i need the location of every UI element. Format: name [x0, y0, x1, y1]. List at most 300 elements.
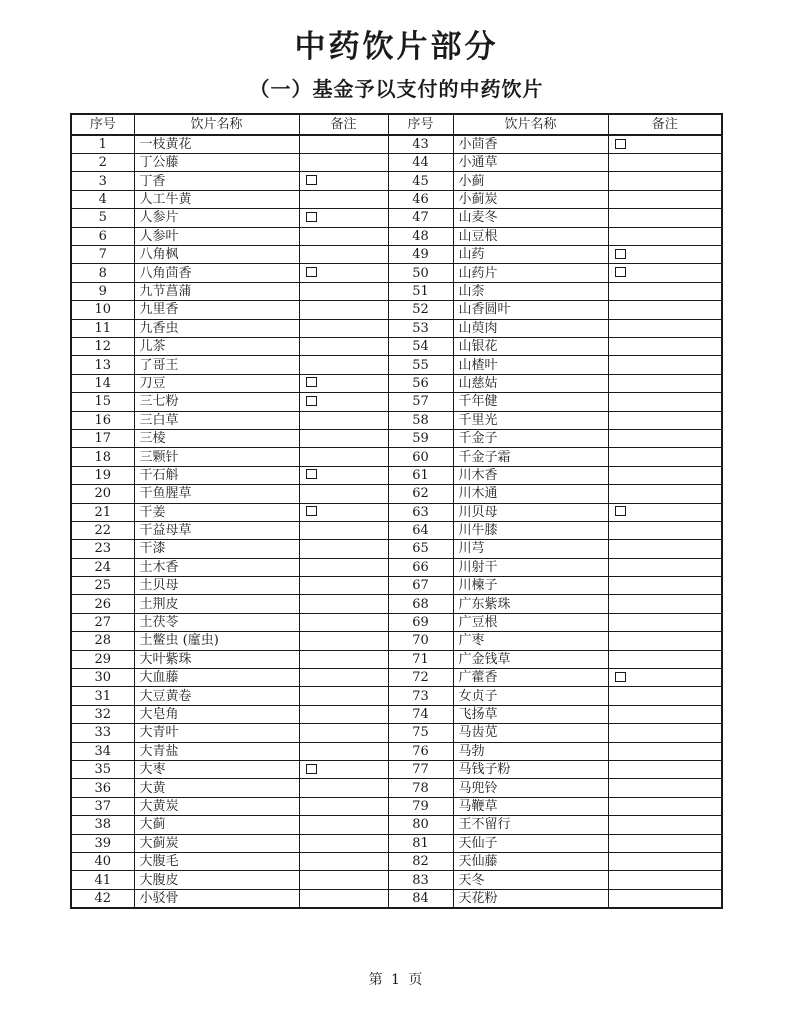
remark-cell — [608, 613, 722, 631]
medicine-name: 马鞭草 — [453, 797, 608, 815]
medicine-name: 川射干 — [453, 558, 608, 576]
remark-cell — [608, 669, 722, 687]
table-row — [71, 246, 722, 264]
row-number: 81 — [388, 834, 453, 852]
medicine-name: 广金钱草 — [453, 650, 608, 668]
medicine-name: 山豆根 — [453, 227, 608, 245]
remark-checkbox[interactable] — [306, 175, 317, 185]
row-number: 39 — [71, 834, 134, 852]
row-number: 56 — [388, 374, 453, 392]
medicine-name: 大血藤 — [134, 669, 299, 687]
row-number: 26 — [71, 595, 134, 613]
medicine-name: 土茯苓 — [134, 613, 299, 631]
medicine-name: 九节菖蒲 — [134, 282, 299, 300]
medicine-name: 大枣 — [134, 760, 299, 778]
remark-cell — [299, 264, 388, 282]
medicine-name: 三七粉 — [134, 393, 299, 411]
remark-cell — [299, 301, 388, 319]
row-number: 1 — [71, 135, 134, 154]
remark-cell — [608, 411, 722, 429]
medicine-name: 大叶紫珠 — [134, 650, 299, 668]
table-row — [71, 852, 722, 870]
row-number: 17 — [71, 429, 134, 447]
remark-cell — [299, 503, 388, 521]
medicine-name: 马勃 — [453, 742, 608, 760]
row-number: 32 — [71, 705, 134, 723]
remark-checkbox[interactable] — [615, 267, 626, 277]
row-number: 64 — [388, 521, 453, 539]
remark-cell — [299, 632, 388, 650]
medicine-name: 山麦冬 — [453, 209, 608, 227]
medicine-name: 小蓟 — [453, 172, 608, 190]
medicine-name: 川木香 — [453, 466, 608, 484]
row-number: 70 — [388, 632, 453, 650]
row-number: 48 — [388, 227, 453, 245]
row-number: 53 — [388, 319, 453, 337]
remark-cell — [608, 301, 722, 319]
remark-cell — [299, 650, 388, 668]
medicine-name: 人工牛黄 — [134, 190, 299, 208]
table-row — [71, 429, 722, 447]
row-number: 83 — [388, 871, 453, 889]
remark-cell — [299, 687, 388, 705]
medicine-name: 三白草 — [134, 411, 299, 429]
row-number: 66 — [388, 558, 453, 576]
remark-cell — [608, 448, 722, 466]
remark-cell — [299, 577, 388, 595]
table-row — [71, 816, 722, 834]
remark-cell — [299, 613, 388, 631]
table-row — [71, 669, 722, 687]
medicine-name: 马钱子粉 — [453, 760, 608, 778]
medicine-name: 八角枫 — [134, 246, 299, 264]
remark-cell — [299, 393, 388, 411]
remark-cell — [608, 521, 722, 539]
medicine-name: 大腹皮 — [134, 871, 299, 889]
remark-cell — [608, 319, 722, 337]
row-number: 50 — [388, 264, 453, 282]
row-number: 29 — [71, 650, 134, 668]
remark-cell — [299, 669, 388, 687]
medicine-name: 小通草 — [453, 154, 608, 172]
remark-cell — [299, 135, 388, 154]
remark-cell — [299, 760, 388, 778]
row-number: 28 — [71, 632, 134, 650]
medicine-name: 大腹毛 — [134, 852, 299, 870]
remark-cell — [299, 724, 388, 742]
column-header: 序号 — [388, 114, 453, 135]
remark-checkbox[interactable] — [615, 506, 626, 516]
row-number: 57 — [388, 393, 453, 411]
remark-cell — [608, 650, 722, 668]
page-number: 第 1 页 — [368, 972, 425, 988]
remark-cell — [608, 632, 722, 650]
row-number: 54 — [388, 338, 453, 356]
remark-cell — [608, 282, 722, 300]
remark-cell — [608, 871, 722, 889]
table-row — [71, 871, 722, 889]
row-number: 6 — [71, 227, 134, 245]
row-number: 31 — [71, 687, 134, 705]
medicine-name: 人参片 — [134, 209, 299, 227]
row-number: 73 — [388, 687, 453, 705]
table-row — [71, 282, 722, 300]
table-header-row — [71, 114, 722, 135]
medicine-name: 山楂叶 — [453, 356, 608, 374]
table-row — [71, 503, 722, 521]
remark-cell — [299, 595, 388, 613]
row-number: 12 — [71, 338, 134, 356]
row-number: 35 — [71, 760, 134, 778]
row-number: 40 — [71, 852, 134, 870]
row-number: 77 — [388, 760, 453, 778]
medicine-name: 小驳骨 — [134, 889, 299, 908]
remark-cell — [608, 558, 722, 576]
row-number: 18 — [71, 448, 134, 466]
remark-cell — [299, 338, 388, 356]
remark-cell — [608, 154, 722, 172]
row-number: 78 — [388, 779, 453, 797]
remark-cell — [608, 852, 722, 870]
table-row — [71, 411, 722, 429]
table-row — [71, 209, 722, 227]
remark-checkbox[interactable] — [306, 212, 317, 222]
remark-cell — [608, 338, 722, 356]
medicine-name: 土木香 — [134, 558, 299, 576]
remark-checkbox[interactable] — [306, 396, 317, 406]
remark-cell — [608, 209, 722, 227]
row-number: 69 — [388, 613, 453, 631]
remark-cell — [299, 227, 388, 245]
medicine-name: 大黄 — [134, 779, 299, 797]
table-row — [71, 448, 722, 466]
row-number: 80 — [388, 816, 453, 834]
remark-cell — [608, 687, 722, 705]
table-row — [71, 687, 722, 705]
row-number: 61 — [388, 466, 453, 484]
remark-cell — [608, 466, 722, 484]
medicine-name: 山萸肉 — [453, 319, 608, 337]
remark-cell — [608, 374, 722, 392]
medicine-name: 山药 — [453, 246, 608, 264]
remark-cell — [608, 742, 722, 760]
row-number: 25 — [71, 577, 134, 595]
remark-cell — [299, 521, 388, 539]
medicine-name: 女贞子 — [453, 687, 608, 705]
remark-cell — [608, 779, 722, 797]
remark-cell — [608, 705, 722, 723]
medicine-name: 天花粉 — [453, 889, 608, 908]
row-number: 68 — [388, 595, 453, 613]
medicine-name: 天仙子 — [453, 834, 608, 852]
remark-cell — [299, 871, 388, 889]
remark-checkbox[interactable] — [615, 672, 626, 682]
row-number: 44 — [388, 154, 453, 172]
table-row — [71, 632, 722, 650]
remark-cell — [299, 319, 388, 337]
table-row — [71, 338, 722, 356]
medicine-name: 丁公藤 — [134, 154, 299, 172]
row-number: 72 — [388, 669, 453, 687]
row-number: 37 — [71, 797, 134, 815]
row-number: 63 — [388, 503, 453, 521]
remark-cell — [299, 154, 388, 172]
table-row — [71, 485, 722, 503]
medicine-name: 大蓟 — [134, 816, 299, 834]
remark-cell — [299, 705, 388, 723]
medicine-name: 八角茴香 — [134, 264, 299, 282]
row-number: 76 — [388, 742, 453, 760]
page-subtitle: （一）基金予以支付的中药饮片 — [249, 77, 544, 102]
remark-cell — [299, 356, 388, 374]
column-header: 序号 — [71, 114, 134, 135]
row-number: 33 — [71, 724, 134, 742]
remark-cell — [608, 393, 722, 411]
medicine-name: 山银花 — [453, 338, 608, 356]
medicine-name: 千里光 — [453, 411, 608, 429]
remark-cell — [299, 834, 388, 852]
remark-cell — [608, 264, 722, 282]
medicine-name: 川贝母 — [453, 503, 608, 521]
medicine-name: 大青盐 — [134, 742, 299, 760]
medicine-name: 广藿香 — [453, 669, 608, 687]
page-title: 中药饮片部分 — [294, 29, 499, 65]
medicine-name: 川木通 — [453, 485, 608, 503]
medicine-name: 小茴香 — [453, 135, 608, 154]
medicine-name: 一枝黄花 — [134, 135, 299, 154]
column-header: 备注 — [299, 114, 388, 135]
medicine-name: 天仙藤 — [453, 852, 608, 870]
row-number: 47 — [388, 209, 453, 227]
row-number: 3 — [71, 172, 134, 190]
table-row — [71, 264, 722, 282]
remark-cell — [299, 816, 388, 834]
medicine-name: 川楝子 — [453, 577, 608, 595]
remark-cell — [608, 246, 722, 264]
medicine-name: 干石斛 — [134, 466, 299, 484]
table-row — [71, 374, 722, 392]
remark-cell — [608, 135, 722, 154]
medicine-name: 干益母草 — [134, 521, 299, 539]
medicine-name: 大蓟炭 — [134, 834, 299, 852]
table-row — [71, 558, 722, 576]
remark-cell — [299, 209, 388, 227]
row-number: 71 — [388, 650, 453, 668]
table-row — [71, 760, 722, 778]
remark-cell — [608, 760, 722, 778]
row-number: 13 — [71, 356, 134, 374]
row-number: 41 — [71, 871, 134, 889]
row-number: 82 — [388, 852, 453, 870]
row-number: 67 — [388, 577, 453, 595]
remark-cell — [299, 172, 388, 190]
table-row — [71, 356, 722, 374]
remark-checkbox[interactable] — [306, 267, 317, 277]
column-header: 备注 — [608, 114, 722, 135]
medicine-name: 大黄炭 — [134, 797, 299, 815]
medicine-name: 儿茶 — [134, 338, 299, 356]
row-number: 59 — [388, 429, 453, 447]
table-row — [71, 797, 722, 815]
row-number: 14 — [71, 374, 134, 392]
medicine-name: 三颗针 — [134, 448, 299, 466]
medicine-name: 土鳖虫 (廑虫) — [134, 632, 299, 650]
table-row — [71, 889, 722, 908]
row-number: 49 — [388, 246, 453, 264]
remark-cell — [299, 282, 388, 300]
medicine-name: 干漆 — [134, 540, 299, 558]
remark-cell — [608, 227, 722, 245]
medicine-name: 山柰 — [453, 282, 608, 300]
row-number: 75 — [388, 724, 453, 742]
medicine-name: 干姜 — [134, 503, 299, 521]
remark-cell — [299, 466, 388, 484]
medicine-name: 千年健 — [453, 393, 608, 411]
medicine-name: 大青叶 — [134, 724, 299, 742]
table-row — [71, 393, 722, 411]
row-number: 51 — [388, 282, 453, 300]
row-number: 22 — [71, 521, 134, 539]
row-number: 62 — [388, 485, 453, 503]
row-number: 2 — [71, 154, 134, 172]
remark-cell — [608, 797, 722, 815]
row-number: 19 — [71, 466, 134, 484]
remark-cell — [299, 411, 388, 429]
table-row — [71, 779, 722, 797]
table-row — [71, 466, 722, 484]
table-row — [71, 319, 722, 337]
medicine-name: 干鱼腥草 — [134, 485, 299, 503]
row-number: 65 — [388, 540, 453, 558]
remark-cell — [299, 190, 388, 208]
row-number: 36 — [71, 779, 134, 797]
medicine-name: 九香虫 — [134, 319, 299, 337]
row-number: 24 — [71, 558, 134, 576]
row-number: 55 — [388, 356, 453, 374]
row-number: 58 — [388, 411, 453, 429]
remark-cell — [608, 834, 722, 852]
remark-cell — [299, 374, 388, 392]
row-number: 27 — [71, 613, 134, 631]
remark-checkbox[interactable] — [306, 764, 317, 774]
remark-checkbox[interactable] — [615, 139, 626, 149]
row-number: 9 — [71, 282, 134, 300]
remark-cell — [608, 503, 722, 521]
medicine-name: 千金子 — [453, 429, 608, 447]
remark-cell — [299, 797, 388, 815]
remark-cell — [608, 356, 722, 374]
medicine-name: 丁香 — [134, 172, 299, 190]
table-row — [71, 613, 722, 631]
medicine-name: 山慈姑 — [453, 374, 608, 392]
row-number: 38 — [71, 816, 134, 834]
medicine-table — [70, 113, 723, 909]
remark-cell — [608, 724, 722, 742]
row-number: 34 — [71, 742, 134, 760]
remark-checkbox[interactable] — [306, 506, 317, 516]
medicine-name: 飞扬草 — [453, 705, 608, 723]
table-row — [71, 742, 722, 760]
table-row — [71, 521, 722, 539]
table-row — [71, 227, 722, 245]
medicine-name: 土荆皮 — [134, 595, 299, 613]
row-number: 4 — [71, 190, 134, 208]
remark-cell — [608, 595, 722, 613]
row-number: 42 — [71, 889, 134, 908]
remark-cell — [299, 779, 388, 797]
row-number: 16 — [71, 411, 134, 429]
remark-cell — [608, 485, 722, 503]
remark-cell — [299, 485, 388, 503]
remark-checkbox[interactable] — [615, 249, 626, 259]
medicine-name: 大豆黄卷 — [134, 687, 299, 705]
row-number: 60 — [388, 448, 453, 466]
remark-checkbox[interactable] — [306, 377, 317, 387]
remark-cell — [608, 889, 722, 908]
column-header: 饮片名称 — [453, 114, 608, 135]
row-number: 45 — [388, 172, 453, 190]
table-row — [71, 834, 722, 852]
row-number: 30 — [71, 669, 134, 687]
row-number: 21 — [71, 503, 134, 521]
column-header: 饮片名称 — [134, 114, 299, 135]
table-row — [71, 172, 722, 190]
medicine-name: 广枣 — [453, 632, 608, 650]
remark-cell — [299, 558, 388, 576]
remark-cell — [608, 577, 722, 595]
row-number: 10 — [71, 301, 134, 319]
row-number: 52 — [388, 301, 453, 319]
remark-cell — [299, 429, 388, 447]
row-number: 74 — [388, 705, 453, 723]
table-row — [71, 650, 722, 668]
remark-cell — [299, 246, 388, 264]
row-number: 7 — [71, 246, 134, 264]
table-row — [71, 301, 722, 319]
table-row — [71, 595, 722, 613]
medicine-name: 千金子霜 — [453, 448, 608, 466]
row-number: 15 — [71, 393, 134, 411]
remark-cell — [608, 190, 722, 208]
medicine-name: 广东紫珠 — [453, 595, 608, 613]
row-number: 8 — [71, 264, 134, 282]
medicine-name: 土贝母 — [134, 577, 299, 595]
table-row — [71, 540, 722, 558]
row-number: 84 — [388, 889, 453, 908]
remark-cell — [608, 540, 722, 558]
row-number: 79 — [388, 797, 453, 815]
table-row — [71, 135, 722, 154]
remark-cell — [299, 540, 388, 558]
row-number: 5 — [71, 209, 134, 227]
medicine-name: 刀豆 — [134, 374, 299, 392]
table-row — [71, 190, 722, 208]
remark-checkbox[interactable] — [306, 469, 317, 479]
remark-cell — [299, 852, 388, 870]
remark-cell — [608, 172, 722, 190]
table-row — [71, 154, 722, 172]
table-row — [71, 724, 722, 742]
remark-cell — [608, 816, 722, 834]
medicine-name: 山药片 — [453, 264, 608, 282]
table-row — [71, 705, 722, 723]
medicine-name: 九里香 — [134, 301, 299, 319]
row-number: 43 — [388, 135, 453, 154]
medicine-name: 了哥王 — [134, 356, 299, 374]
medicine-name: 川芎 — [453, 540, 608, 558]
medicine-name: 广豆根 — [453, 613, 608, 631]
medicine-name: 王不留行 — [453, 816, 608, 834]
